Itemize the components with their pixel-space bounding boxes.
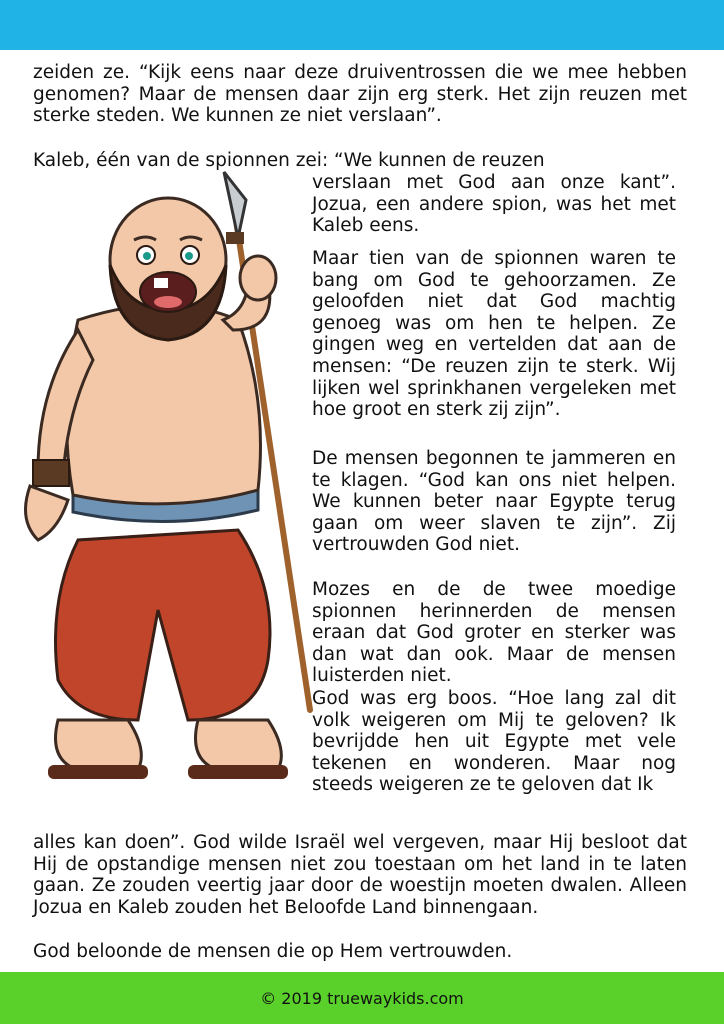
story-paragraph-1: zeiden ze. “Kijk eens naar deze druiventrossen die we mee hebben genomen? Maar de mensen daar zijn erg sterk. Het zijn reuzen met sterke steden. We kunnen ze niet verslaan”. — [33, 62, 687, 127]
story-paragraph-4: Maar tien van de spionnen waren te bang om God te gehoorzamen. Ze geloofden niet dat God machtig genoeg was om hen te helpen. Ze gingen weg en vertelden dat aan de mensen: “De reuzen zijn te sterk. Wij lijken wel sprinkhanen vergeleken met hoe groot en sterk zij zijn”. — [312, 248, 676, 421]
story-paragraph-2: Kaleb, één van de spionnen zei: “We kunnen de reuzen — [33, 150, 545, 171]
story-paragraph-9: God beloonde de mensen die op Hem vertrouwden. — [33, 941, 513, 962]
story-paragraph-7: God was erg boos. “Hoe lang zal dit volk weigeren om Mij te geloven? Ik bevrijdde hen uit Egypte met vele tekenen en wonderen. Maar nog steeds weigeren ze te geloven dat Ik — [312, 688, 676, 796]
story-paragraph-8: alles kan doen”. God wilde Israël wel vergeven, maar Hij besloot dat Hij de opstandige mensen niet zou toestaan om het land in te laten gaan. Ze zouden veertig jaar door de woestijn moeten dwalen. Alleen Jozua en Kaleb zouden het Beloofde Land binnengaan. — [33, 832, 687, 918]
top-color-bar — [0, 0, 724, 50]
copyright-text: © 2019 truewaykids.com — [260, 988, 464, 1008]
giant-with-spear-icon — [18, 160, 318, 810]
story-paragraph-6: Mozes en de de twee moedige spionnen herinnerden de mensen eraan dat God groter en sterker was dan wat dan ook. Maar de mensen luisterden niet. — [312, 579, 676, 687]
footer-bar — [0, 972, 724, 1024]
story-paragraph-3: verslaan met God aan onze kant”. Jozua, een andere spion, was het met Kaleb eens. — [312, 172, 676, 237]
story-paragraph-5: De mensen begonnen te jammeren en te klagen. “God kan ons niet helpen. We kunnen beter naar Egypte terug gaan om weer slaven te zijn”. Zij vertrouwden God niet. — [312, 448, 676, 556]
